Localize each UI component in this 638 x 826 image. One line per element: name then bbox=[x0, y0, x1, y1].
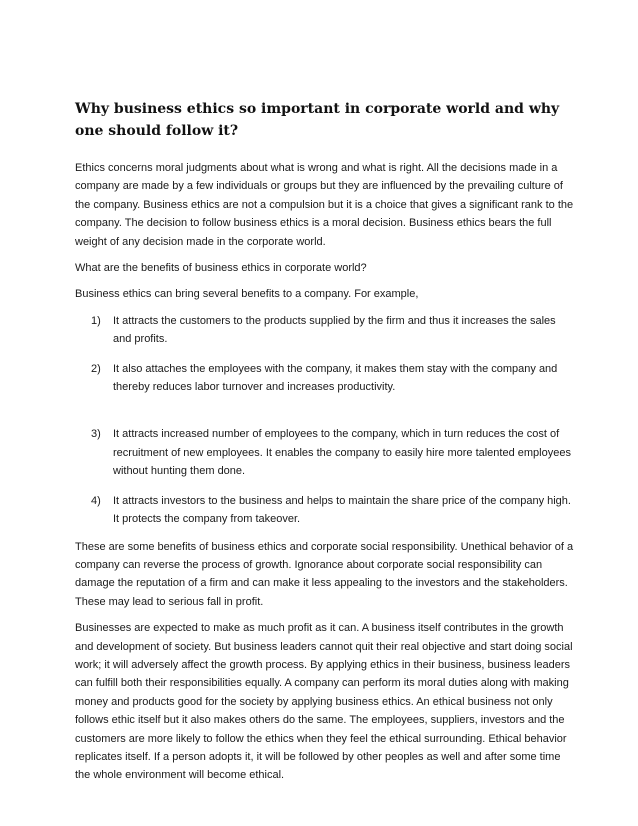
benefits-question: What are the benefits of business ethics in corporate world? bbox=[75, 262, 367, 275]
list-item bbox=[75, 312, 575, 349]
list-item-number: 3) bbox=[91, 428, 101, 441]
paragraph-ethics-definition: Ethics concerns moral judgments about what is wrong and what is right. All the decisions made in a company are made by a few individuals or groups but they are influenced by the prevailing culture of the company. Business ethics are not a compulsion but it is a choice that gives a significant rank to the company. The decision to follow business ethics is a moral decision. Business ethics bears the full weight of any decision made in the corporate world. bbox=[75, 162, 574, 248]
list-item bbox=[75, 492, 575, 529]
list-item-number: 4) bbox=[91, 494, 101, 507]
list-item-text: It attracts investors to the business and helps to maintain the share price of the company high. It protects the company from takeover. bbox=[113, 494, 571, 526]
document-title: Why business ethics so important in corporate world and why one should follow it? bbox=[75, 101, 560, 139]
list-item-number: 1) bbox=[91, 314, 101, 327]
list-item-number: 2) bbox=[91, 362, 101, 375]
list-item bbox=[75, 425, 575, 480]
document-body bbox=[75, 98, 575, 793]
list-item-text: It attracts the customers to the products supplied by the firm and thus it increases the sales and profits. bbox=[113, 314, 556, 346]
benefits-list bbox=[75, 312, 575, 529]
paragraph-profit-and-society: Businesses are expected to make as much profit as it can. A business itself contributes in the growth and development of society. But business leaders cannot quit their real objective and start doing social work; it will adversely affect the growth process. By applying ethics in their business, business leaders can fulfill both their responsibilities equally. A company can perform its moral duties along with making money and products good for the society by applying business ethics. An ethical business not only follows ethic itself but it also makes others do the same. The employees, suppliers, investors and the customers are more likely to follow the ethics when they feel the ethical surrounding. Ethical behavior replicates itself. If a person adopts it, it will be followed by other peoples as well and after some time the whole environment will become ethical. bbox=[75, 622, 573, 782]
list-item-text: It also attaches the employees with the company, it makes them stay with the company and thereby reduces labor turnover and increases productivity. bbox=[113, 362, 558, 394]
paragraph-csr: These are some benefits of business ethics and corporate social responsibility. Unethical behavior of a company can reverse the process of growth. Ignorance about corporate social responsibility can damage the reputation of a firm and can make it less appealing to the investors and the stakeholders. These may lead to serious fall in profit. bbox=[75, 540, 574, 608]
list-item bbox=[75, 360, 575, 397]
benefits-intro: Business ethics can bring several benefits to a company. For example, bbox=[75, 288, 419, 301]
list-item-text: It attracts increased number of employees to the company, which in turn reduces the cost of recruitment of new employees. It enables the company to easily hire more talented employees without hunting them done. bbox=[113, 428, 571, 478]
